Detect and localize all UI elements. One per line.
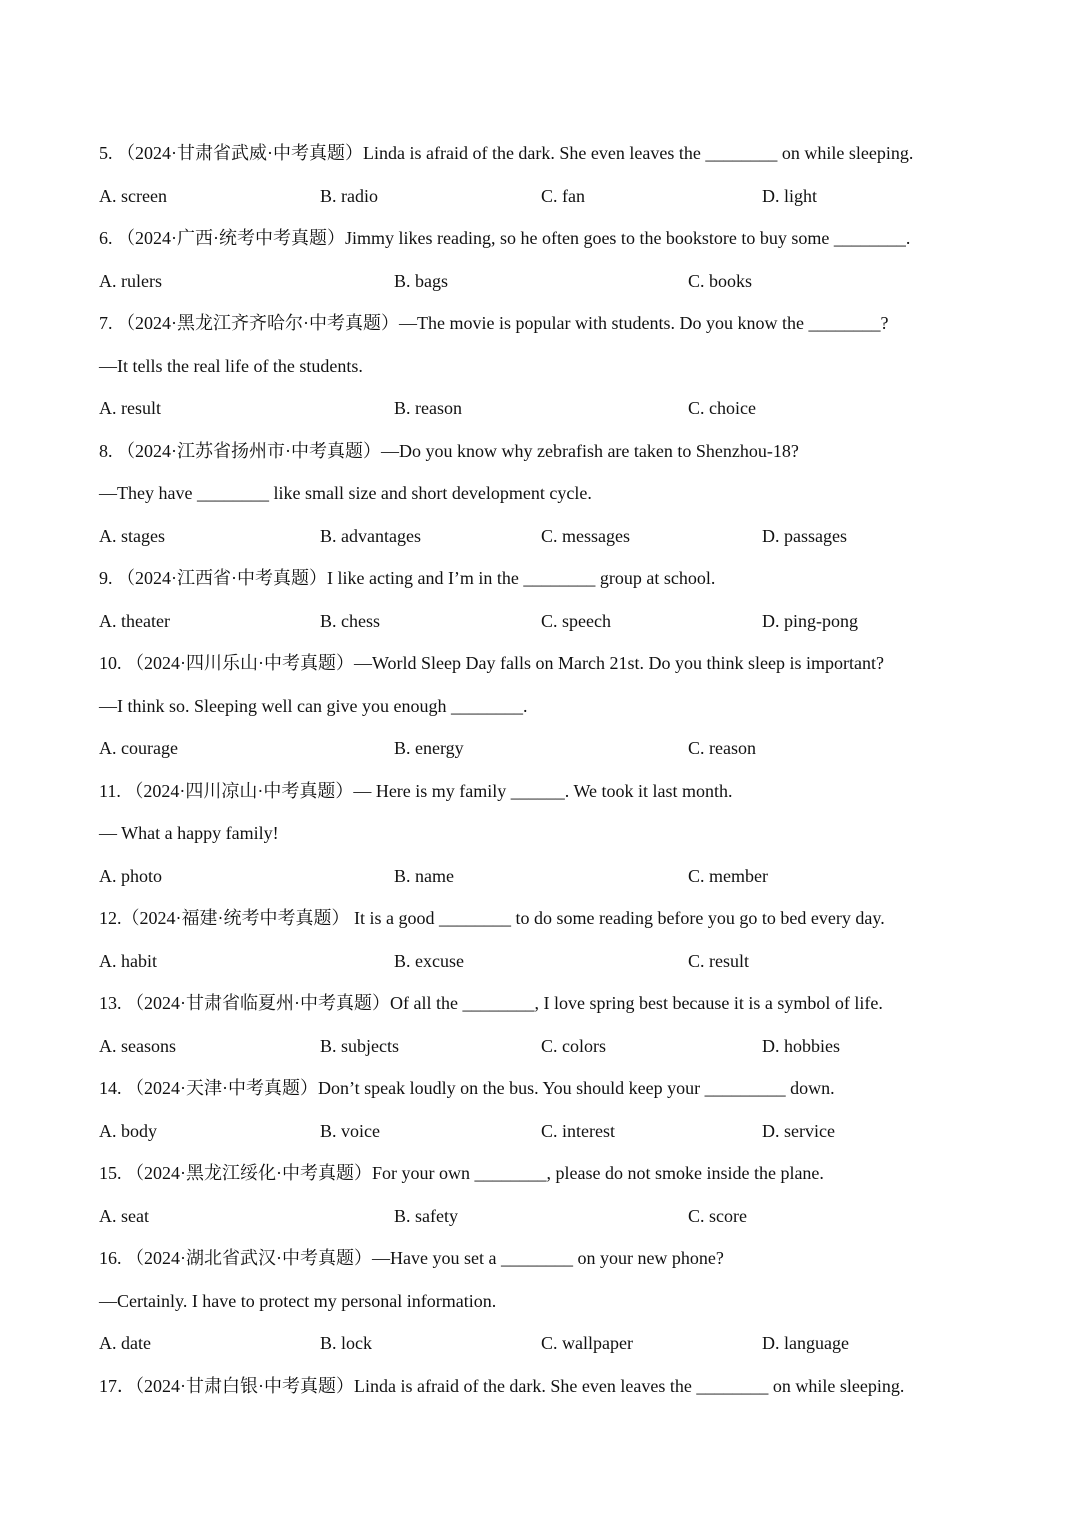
- option-c[interactable]: C. fan: [541, 186, 585, 206]
- question-stem: 13. （2024·甘肃省临夏州·中考真题）Of all the ________, I love spring best because it is a symbol of life.: [99, 993, 883, 1013]
- option-c[interactable]: C. choice: [688, 398, 756, 418]
- option-b[interactable]: B. reason: [394, 398, 462, 418]
- options-row: [99, 1204, 999, 1228]
- question-stem: 8. （2024·江苏省扬州市·中考真题）—Do you know why zebrafish are taken to Shenzhou-18?: [99, 441, 799, 461]
- option-a[interactable]: A. theater: [99, 611, 170, 631]
- options-row: [99, 736, 999, 760]
- option-d[interactable]: D. hobbies: [762, 1036, 840, 1056]
- options-row: [99, 184, 999, 208]
- option-d[interactable]: D. language: [762, 1333, 849, 1353]
- options-row: [99, 1119, 999, 1143]
- option-c[interactable]: C. interest: [541, 1121, 615, 1141]
- option-c[interactable]: C. books: [688, 271, 753, 291]
- question-stem: 10. （2024·四川乐山·中考真题）—World Sleep Day falls on March 21st. Do you think sleep is important?: [99, 653, 884, 673]
- option-a[interactable]: A. rulers: [99, 271, 162, 291]
- option-c[interactable]: C. score: [688, 1206, 747, 1226]
- option-d[interactable]: D. light: [762, 186, 818, 206]
- question-stem: 6. （2024·广西·统考中考真题）Jimmy likes reading, so he often goes to the bookstore to buy some ________.: [99, 228, 911, 248]
- option-a[interactable]: A. stages: [99, 526, 165, 546]
- option-b[interactable]: B. radio: [320, 186, 378, 206]
- option-a[interactable]: A. screen: [99, 186, 167, 206]
- question-reply: —They have ________ like small size and short development cycle.: [99, 483, 592, 503]
- options-row: [99, 396, 999, 420]
- option-b[interactable]: B. name: [394, 866, 454, 886]
- option-b[interactable]: B. bags: [394, 271, 448, 291]
- option-a[interactable]: A. body: [99, 1121, 157, 1141]
- option-d[interactable]: D. ping-pong: [762, 611, 858, 631]
- question-stem: 17．（2024·甘肃白银·中考真题）Linda is afraid of the dark. She even leaves the ________ on while sleeping.: [99, 1376, 905, 1396]
- option-a[interactable]: A. habit: [99, 951, 157, 971]
- option-c[interactable]: C. reason: [688, 738, 756, 758]
- option-b[interactable]: B. lock: [320, 1333, 372, 1353]
- option-c[interactable]: C. messages: [541, 526, 630, 546]
- option-c[interactable]: C. colors: [541, 1036, 606, 1056]
- option-a[interactable]: A. date: [99, 1333, 151, 1353]
- question-stem: 7. （2024·黑龙江齐齐哈尔·中考真题）—The movie is popular with students. Do you know the ________?: [99, 313, 889, 333]
- option-a[interactable]: A. seat: [99, 1206, 149, 1226]
- option-b[interactable]: B. excuse: [394, 951, 464, 971]
- option-b[interactable]: B. safety: [394, 1206, 458, 1226]
- question-stem: 15. （2024·黑龙江绥化·中考真题）For your own ________, please do not smoke inside the plane.: [99, 1163, 824, 1183]
- option-d[interactable]: D. passages: [762, 526, 847, 546]
- question-stem: 16. （2024·湖北省武汉·中考真题）—Have you set a ________ on your new phone?: [99, 1248, 724, 1268]
- option-a[interactable]: A. result: [99, 398, 161, 418]
- options-row: [99, 609, 999, 633]
- question-stem: 12.（2024·福建·统考中考真题） It is a good ________ to do some reading before you go to bed every day.: [99, 908, 885, 928]
- option-c[interactable]: C. member: [688, 866, 768, 886]
- options-row: [99, 269, 999, 293]
- option-d[interactable]: D. service: [762, 1121, 835, 1141]
- option-b[interactable]: B. subjects: [320, 1036, 399, 1056]
- option-a[interactable]: A. seasons: [99, 1036, 176, 1056]
- option-b[interactable]: B. advantages: [320, 526, 421, 546]
- option-b[interactable]: B. voice: [320, 1121, 380, 1141]
- question-reply: — What a happy family!: [99, 823, 279, 843]
- options-row: [99, 1331, 999, 1355]
- question-stem: 11. （2024·四川凉山·中考真题）— Here is my family ______. We took it last month.: [99, 781, 733, 801]
- question-stem: 14. （2024·天津·中考真题）Don’t speak loudly on the bus. You should keep your _________ down.: [99, 1078, 835, 1098]
- options-row: [99, 864, 999, 888]
- option-a[interactable]: A. courage: [99, 738, 178, 758]
- option-b[interactable]: B. energy: [394, 738, 464, 758]
- option-c[interactable]: C. speech: [541, 611, 611, 631]
- question-stem: 5. （2024·甘肃省武威·中考真题）Linda is afraid of the dark. She even leaves the ________ on while sleeping.: [99, 143, 914, 163]
- option-a[interactable]: A. photo: [99, 866, 162, 886]
- option-b[interactable]: B. chess: [320, 611, 380, 631]
- question-reply: —I think so. Sleeping well can give you enough ________.: [99, 696, 528, 716]
- question-stem: 9. （2024·江西省·中考真题）I like acting and I’m in the ________ group at school.: [99, 568, 716, 588]
- option-c[interactable]: C. wallpaper: [541, 1333, 633, 1353]
- question-reply: —Certainly. I have to protect my personal information.: [99, 1291, 497, 1311]
- options-row: [99, 1034, 999, 1058]
- option-c[interactable]: C. result: [688, 951, 749, 971]
- options-row: [99, 524, 999, 548]
- options-row: [99, 949, 999, 973]
- question-reply: —It tells the real life of the students.: [99, 356, 363, 376]
